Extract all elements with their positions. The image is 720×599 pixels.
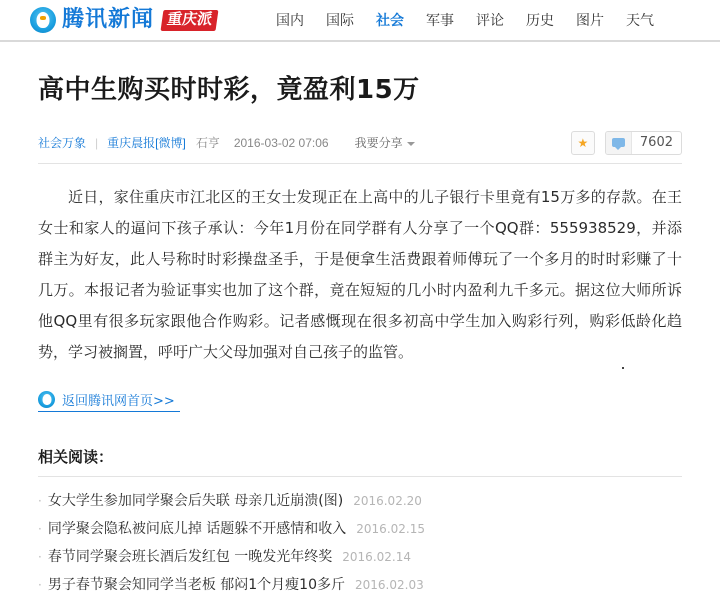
nav-item-pinglun[interactable]: 评论 bbox=[476, 12, 505, 28]
penguin-logo-icon bbox=[30, 7, 56, 33]
article-container bbox=[0, 74, 720, 599]
related-date: 2016.02.15 bbox=[356, 521, 425, 536]
related-date: 2016.02.03 bbox=[355, 577, 424, 592]
meta-actions bbox=[571, 131, 682, 155]
return-home-link[interactable] bbox=[38, 390, 180, 412]
list-item[interactable] bbox=[38, 543, 682, 571]
related-link-text[interactable]: 女大学生参加同学聚会后失联 母亲几近崩溃(图) bbox=[47, 492, 344, 509]
article-body: 近日，家住重庆市江北区的王女士发现正在上高中的儿子银行卡里竟有15万多的存款。在王女士和家人的逼问下孩子承认：今年1月份在同学群有人分享了一个QQ群：555938529，并添群主为好友，此人号称时时彩操盘圣手，于是便拿生活费跟着师傅玩了一个多月的时时彩赚了十几万。本报记者为验证事实也加了这个群，竟在短短的几小时内盈利九千多元。据这位大师所诉他QQ里有很多玩家跟他合作购彩。记者感慨现在很多初高中学生加入购彩行列，购彩低龄化趋势，学习被搁置，呼吁广大父母加强对自己孩子的监管。 bbox=[38, 187, 682, 361]
list-item[interactable] bbox=[38, 487, 682, 515]
list-item[interactable] bbox=[38, 515, 682, 543]
logo-badge: 重庆派 bbox=[161, 10, 219, 31]
nav-item-shehui[interactable]: 社会 bbox=[376, 12, 405, 28]
site-logo[interactable] bbox=[30, 7, 217, 33]
related-link-text[interactable]: 春节同学聚会班长酒后发红包 一晚发光年终奖 bbox=[47, 548, 333, 565]
meta-author: 石亨 bbox=[195, 136, 220, 151]
nav-item-guonei[interactable]: 国内 bbox=[276, 12, 305, 28]
bullet-dot-icon: · bbox=[38, 493, 42, 508]
nav-item-tupian[interactable]: 图片 bbox=[576, 12, 605, 28]
meta-datetime: 2016-03-02 07:06 bbox=[233, 135, 329, 150]
related-title: 相关阅读： bbox=[38, 446, 682, 477]
related-link-text[interactable]: 男子春节聚会知同学当老板 郁闷1个月瘦10多斤 bbox=[47, 576, 345, 593]
main-nav bbox=[265, 6, 665, 34]
nav-item-tianqi[interactable]: 天气 bbox=[626, 12, 655, 28]
page-title: 高中生购买时时彩，竟盈利15万 bbox=[38, 75, 420, 105]
comment-count-button[interactable] bbox=[605, 131, 682, 155]
star-icon: ★ bbox=[577, 135, 589, 150]
meta-category[interactable]: 社会万象 bbox=[38, 136, 87, 151]
bullet-dot-icon: · bbox=[38, 521, 42, 536]
logo-text: 腾讯新闻 bbox=[62, 7, 155, 32]
nav-item-guoji[interactable]: 国际 bbox=[326, 12, 355, 28]
related-section bbox=[38, 446, 682, 599]
related-list bbox=[38, 487, 682, 599]
nav-item-junshi[interactable]: 军事 bbox=[426, 12, 455, 28]
comment-count: 7602 bbox=[639, 135, 673, 151]
related-date: 2016.02.20 bbox=[353, 493, 422, 508]
bullet-dot-icon: · bbox=[38, 549, 42, 564]
bullet-dot-icon: · bbox=[38, 577, 42, 592]
comment-bubble-icon bbox=[606, 132, 632, 154]
return-home-label: 返回腾讯网首页>> bbox=[62, 393, 175, 409]
favorite-button[interactable] bbox=[571, 131, 595, 155]
chevron-down-icon bbox=[407, 142, 415, 146]
related-link-text[interactable]: 同学聚会隐私被问底儿掉 话题躲不开感情和收入 bbox=[47, 520, 347, 537]
penguin-small-icon bbox=[38, 391, 55, 408]
meta-source[interactable]: 重庆晨报[微博] bbox=[107, 136, 186, 151]
related-date: 2016.02.14 bbox=[342, 549, 411, 564]
nav-item-lishi[interactable]: 历史 bbox=[526, 12, 555, 28]
site-header bbox=[0, 0, 720, 42]
share-label: 我要分享 bbox=[354, 136, 403, 151]
share-dropdown[interactable] bbox=[355, 134, 415, 151]
article-meta-bar bbox=[38, 132, 682, 164]
page-artifact-dot bbox=[622, 367, 624, 369]
meta-separator-1: | bbox=[95, 135, 99, 150]
